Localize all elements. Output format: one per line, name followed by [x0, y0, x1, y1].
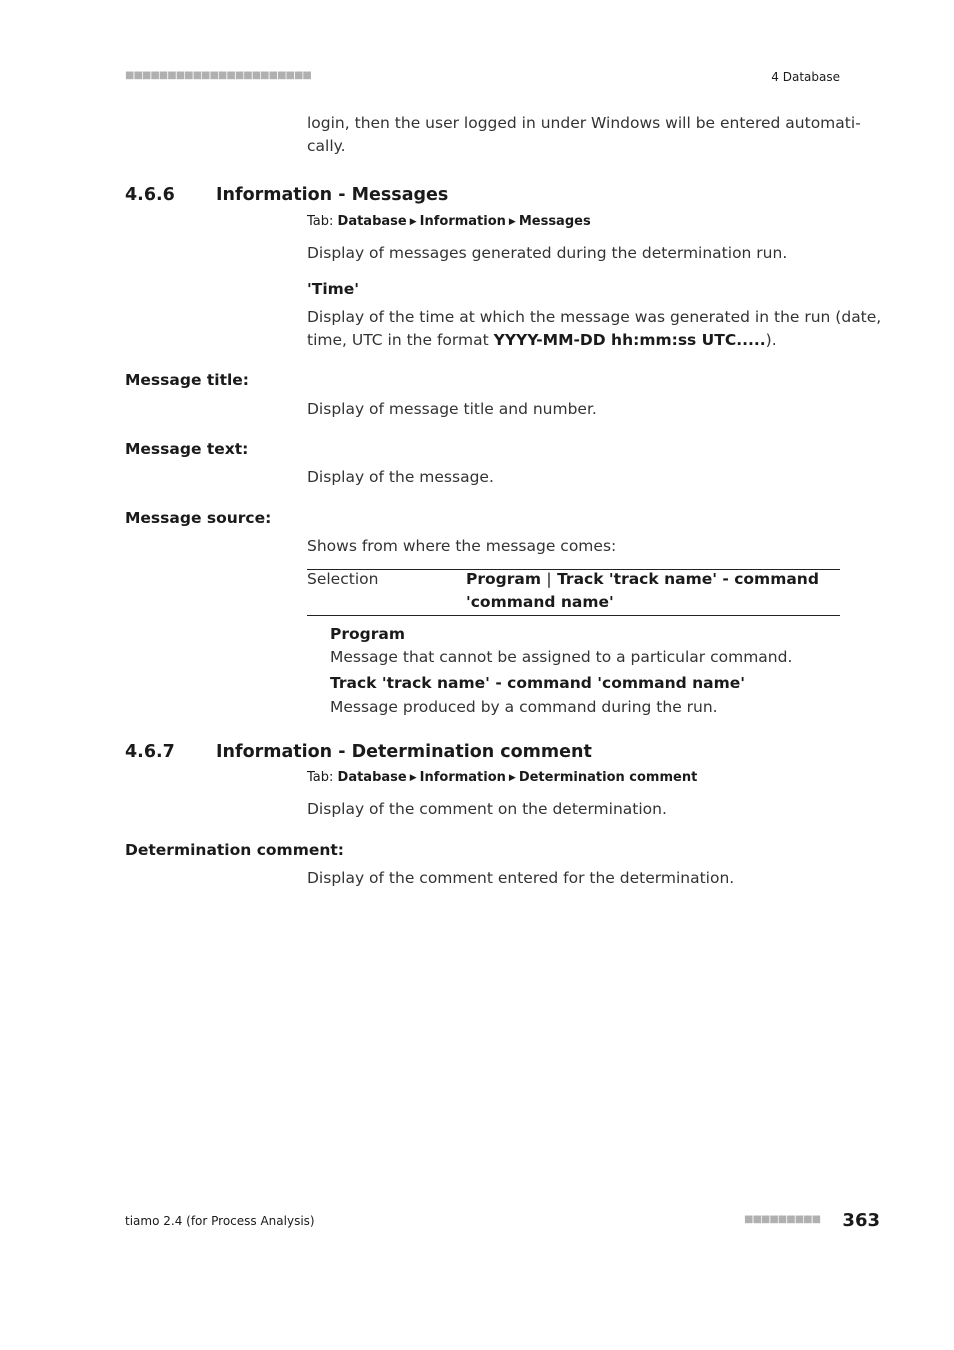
- message-title-text: Display of message title and number.: [307, 400, 597, 418]
- intro-line-1: login, then the user logged in under Windows will be entered automati-: [307, 114, 861, 132]
- triangle-right-icon: ▶: [508, 773, 516, 783]
- page-number: 363: [842, 1210, 880, 1231]
- tab-path-4-6-6: [307, 214, 591, 229]
- tab-prefix: Tab:: [307, 770, 334, 785]
- triangle-right-icon: ▶: [409, 773, 417, 783]
- tab-path-item: Database: [337, 770, 407, 785]
- section-title: Information - Determination comment: [216, 742, 592, 762]
- table-bottom-rule: [307, 615, 840, 616]
- time-format: YYYY-MM-DD hh:mm:ss UTC.....: [493, 331, 766, 349]
- tab-path-item: Determination comment: [518, 770, 698, 785]
- section-heading-4-6-7: [125, 742, 592, 762]
- selection-values: [466, 568, 819, 614]
- section-description: Display of messages generated during the determination run.: [307, 244, 788, 262]
- time-line-2: [307, 329, 881, 352]
- footer-title: tiamo 2.4 (for Process Analysis): [125, 1214, 315, 1228]
- option-track-name: Track 'track name' - command 'command name': [330, 674, 746, 692]
- selection-values-line-1: [466, 568, 819, 591]
- section-title: Information - Messages: [216, 185, 449, 205]
- intro-line-2: cally.: [307, 137, 346, 155]
- tab-prefix: Tab:: [307, 214, 334, 229]
- determination-comment-label: Determination comment:: [125, 841, 344, 859]
- intro-paragraph: [307, 112, 861, 158]
- triangle-right-icon: ▶: [409, 217, 417, 227]
- time-line-1: Display of the time at which the message was generated in the run (date,: [307, 308, 882, 326]
- time-description: [307, 306, 881, 352]
- section-number: 4.6.6: [125, 185, 175, 205]
- option-program-desc: Message that cannot be assigned to a particular command.: [330, 648, 793, 666]
- tab-path-item: Database: [337, 214, 407, 229]
- tab-path-item: Messages: [518, 214, 591, 229]
- time-line-2-pre: time, UTC in the format: [307, 331, 494, 349]
- tab-path-4-6-7: [307, 770, 697, 785]
- option-program-name: Program: [330, 625, 406, 643]
- header-decoration: ■■■■■■■■■■■■■■■■■■■■■■: [125, 70, 311, 81]
- message-text-label: Message text:: [125, 440, 249, 458]
- section-description: Display of the comment on the determination.: [307, 800, 667, 818]
- time-label: 'Time': [307, 280, 360, 298]
- section-heading-4-6-6: [125, 185, 448, 205]
- message-source-text: Shows from where the message comes:: [307, 537, 617, 555]
- header-chapter: 4 Database: [771, 70, 840, 84]
- selection-program: Program: [466, 570, 542, 588]
- triangle-right-icon: ▶: [508, 217, 516, 227]
- time-line-2-post: ).: [765, 331, 777, 349]
- message-source-label: Message source:: [125, 509, 272, 527]
- selection-track: Track 'track name' - command: [557, 570, 819, 588]
- option-track-desc: Message produced by a command during the run.: [330, 698, 718, 716]
- message-text-text: Display of the message.: [307, 468, 494, 486]
- tab-path-item: Information: [419, 770, 506, 785]
- section-number: 4.6.7: [125, 742, 175, 762]
- tab-path-item: Information: [419, 214, 506, 229]
- footer-decoration: ■■■■■■■■■: [744, 1214, 821, 1225]
- message-title-label: Message title:: [125, 371, 250, 389]
- selection-label: Selection: [307, 570, 379, 588]
- selection-separator: |: [546, 570, 552, 588]
- determination-comment-text: Display of the comment entered for the determination.: [307, 869, 735, 887]
- selection-values-line-2: 'command name': [466, 593, 614, 611]
